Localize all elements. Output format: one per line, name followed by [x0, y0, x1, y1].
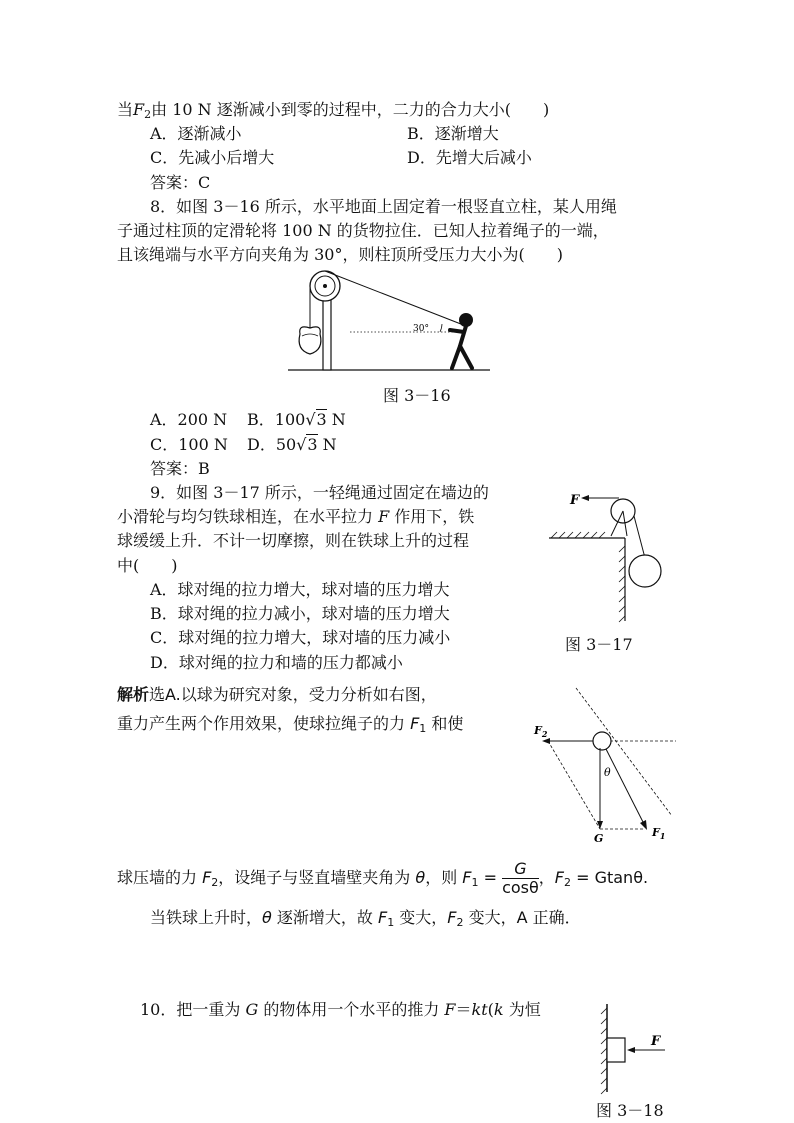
q8-option-d: D．50√3 N [247, 435, 337, 454]
q7-option-d: D．先增大后减小 [407, 148, 532, 167]
q8-option-a: A．200 N [150, 410, 228, 429]
q9-stem-line-1: 9．如图 3－17 所示，一轻绳通过固定在墙边的 [150, 483, 489, 502]
figure-3-18-force-label: F [651, 1034, 661, 1049]
q9-option-c: C．球对绳的拉力增大，球对墙的压力减小 [150, 628, 451, 647]
q7-option-a: A．逐渐减小 [150, 124, 242, 143]
q9-stem-line-4: 中( ) [117, 556, 178, 575]
figure-3-18 [595, 1000, 675, 1095]
figure-force-f1-label: $F_1$ [652, 826, 666, 841]
figure-3-17-caption: 图 3－17 [565, 635, 633, 654]
analysis-line-4: 当铁球上升时，θ 逐渐增大，故 $F_1$ 变大，$F_2$ 变大，A 正确． [150, 908, 581, 929]
fraction-g-over-cos: $\frac{G}{\cos\theta}$ [502, 859, 539, 897]
q7-option-b: B．逐渐增大 [407, 124, 499, 143]
figure-force-f2-label: $F_2$ [534, 724, 548, 739]
q9-option-a: A．球对绳的拉力增大，球对墙的压力增大 [150, 580, 450, 599]
figure-3-16-caption: 图 3－16 [383, 386, 451, 405]
q8-answer: 答案：B [150, 459, 210, 478]
q8-stem-line-3: 且该绳端与水平方向夹角为 30°，则柱顶所受压力大小为( ) [117, 245, 563, 264]
q9-stem-line-3: 球缓缓上升．不计一切摩擦，则在铁球上升的过程 [117, 531, 470, 550]
figure-3-16-angle-label: 30° [413, 324, 429, 334]
q9-stem-line-2: 小滑轮与均匀铁球相连，在水平拉力 F 作用下，铁 [117, 507, 475, 526]
q7-answer: 答案：C [150, 173, 211, 192]
figure-3-18-caption: 图 3－18 [596, 1101, 664, 1120]
q8-stem-line-2: 子通过柱顶的定滑轮将 100 N 的货物拉住．已知人拉着绳子的一端， [117, 221, 609, 240]
q8-option-c: C．100 N [150, 435, 228, 454]
analysis-line-2: 重力产生两个作用效果，使球拉绳子的力 $F_1$ 和使 [117, 714, 464, 735]
figure-3-17-force-label: F [570, 493, 580, 508]
q7-stem: 当$F_2$由 10 N 逐渐减小到零的过程中，二力的合力大小( ) [117, 100, 550, 121]
analysis-line-3: 球压墙的力 $F_2$，设绳子与竖直墙壁夹角为 θ，则 $F_1$ = $\frac{G}{\cos\theta}$ ，$F_2 = Gtan\theta$. [117, 859, 649, 897]
q9-option-b: B．球对绳的拉力减小，球对墙的压力增大 [150, 604, 450, 623]
analysis-line-1: 解析选A.以球为研究对象，受力分析如右图， [117, 685, 437, 704]
figure-force-g-label: G [594, 832, 604, 845]
figure-3-16 [280, 262, 520, 377]
q9-option-d: D．球对绳的拉力和墙的压力都减小 [150, 653, 403, 672]
q8-option-b: B．100√3 N [247, 410, 346, 429]
figure-3-17 [545, 486, 670, 626]
q8-stem-line-1: 8．如图 3－16 所示，水平地面上固定着一根竖直立柱，某人用绳 [150, 197, 617, 216]
figure-force-theta-label: θ [604, 766, 611, 779]
q10-stem-line-1: 10．把一重为 G 的物体用一个水平的推力 F＝kt(k 为恒 [140, 1000, 541, 1019]
q7-option-c: C．先减小后增大 [150, 148, 275, 167]
figure-force-analysis [530, 686, 680, 846]
